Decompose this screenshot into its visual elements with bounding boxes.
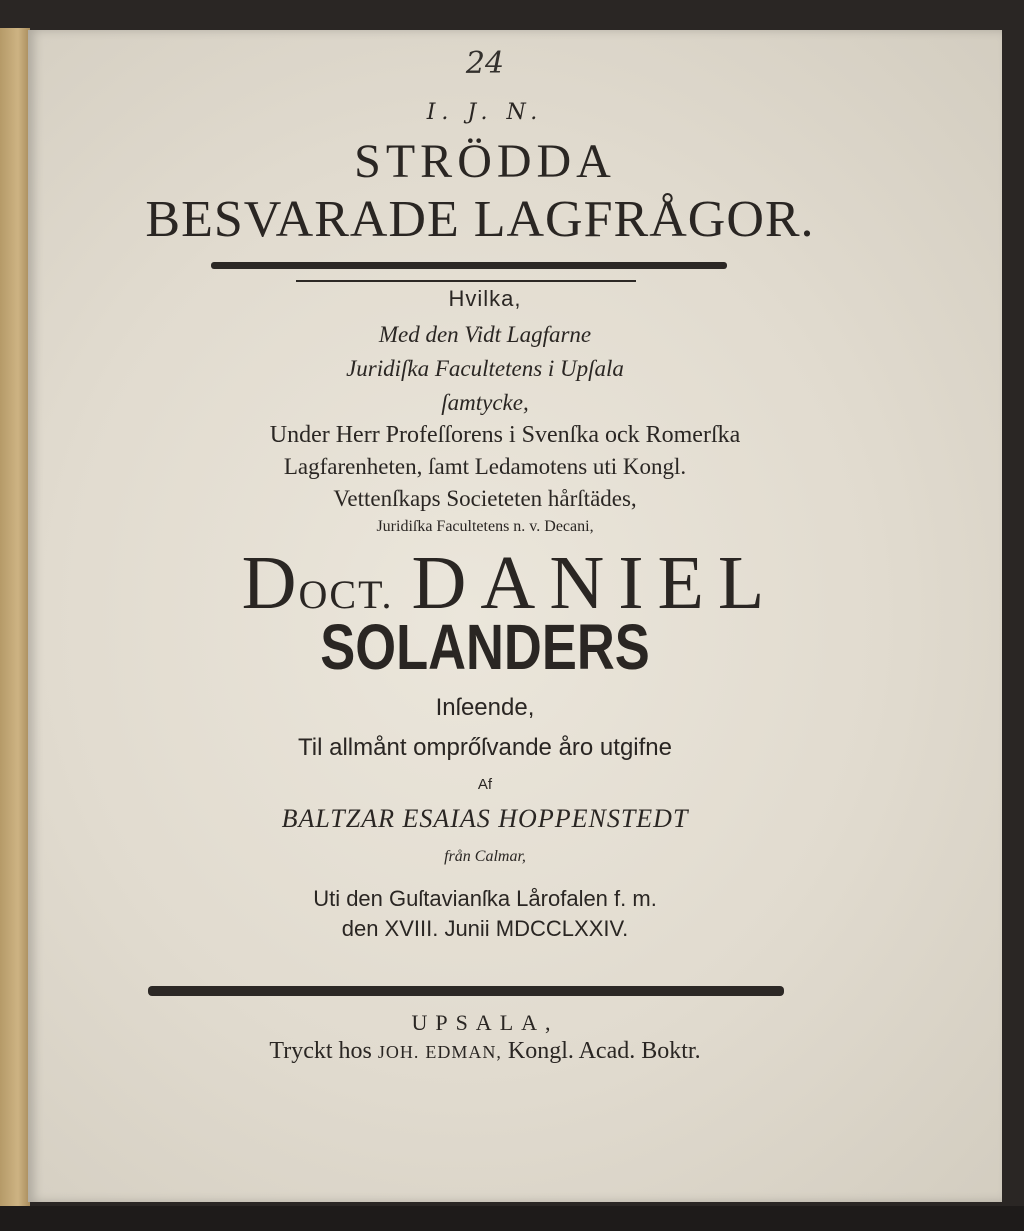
imprint-tryckt: Tryckt hos xyxy=(269,1038,372,1064)
text-hvilka: Hvilka, xyxy=(448,286,522,311)
text-samtycke: ſamtycke, xyxy=(441,390,529,415)
text-under-herr: Under Herr Profeſſorens i Svenſka ock Romerſka xyxy=(269,422,741,448)
imprint-city: UPSALA, xyxy=(411,1010,559,1035)
title-line-1: STRÖDDA xyxy=(354,135,616,188)
doct-initial: D xyxy=(241,541,299,625)
text-date: den XVIII. Junii MDCCLXXIV. xyxy=(341,916,629,941)
doct-abbrev: OCT. xyxy=(298,572,394,617)
thick-rule-bottom xyxy=(148,986,784,996)
background-edge xyxy=(0,1206,1024,1231)
page-number: 24 xyxy=(465,46,505,81)
text-lagfarenheten: Lagfarenheten, ſamt Ledamotens uti Kongl. xyxy=(283,454,687,479)
text-vettenskaps: Vettenſkaps Societeten hårſtädes, xyxy=(333,486,637,511)
text-med-den: Med den Vidt Lagfarne xyxy=(378,322,592,347)
text-decani: Juridiſka Facultetens n. v. Decani, xyxy=(376,518,594,535)
thick-rule-top xyxy=(211,262,727,269)
invocation-ijn: I. J. N. xyxy=(426,100,544,125)
text-venue: Uti den Guſtavianſka Lårofalen f. m. xyxy=(313,886,657,911)
imprint-edman: EDMAN, xyxy=(425,1042,502,1062)
thin-rule-top xyxy=(296,280,636,282)
imprint-joh: JOH. xyxy=(377,1042,420,1062)
imprint-printer xyxy=(0,1038,972,1065)
title-line-2: BESVARADE LAGFRÅGOR. xyxy=(145,191,815,248)
text-inseende: Inſeende, xyxy=(435,694,535,721)
respondent-name: BALTZAR ESAIAS HOPPENSTEDT xyxy=(281,804,689,833)
presider-surname: SOLANDERS xyxy=(320,611,650,683)
text-af: Af xyxy=(477,776,493,793)
text-juridiska: Juridiſka Facultetens i Upſala xyxy=(346,356,624,381)
text-til-allmant: Til allmånt omprőſvande åro utgifne xyxy=(298,734,672,761)
title-page xyxy=(28,30,1002,1202)
presider-first-name: DANIEL xyxy=(411,541,779,625)
imprint-rest: Kongl. Acad. Boktr. xyxy=(507,1038,701,1064)
text-fran-calmar: från Calmar, xyxy=(444,848,526,865)
